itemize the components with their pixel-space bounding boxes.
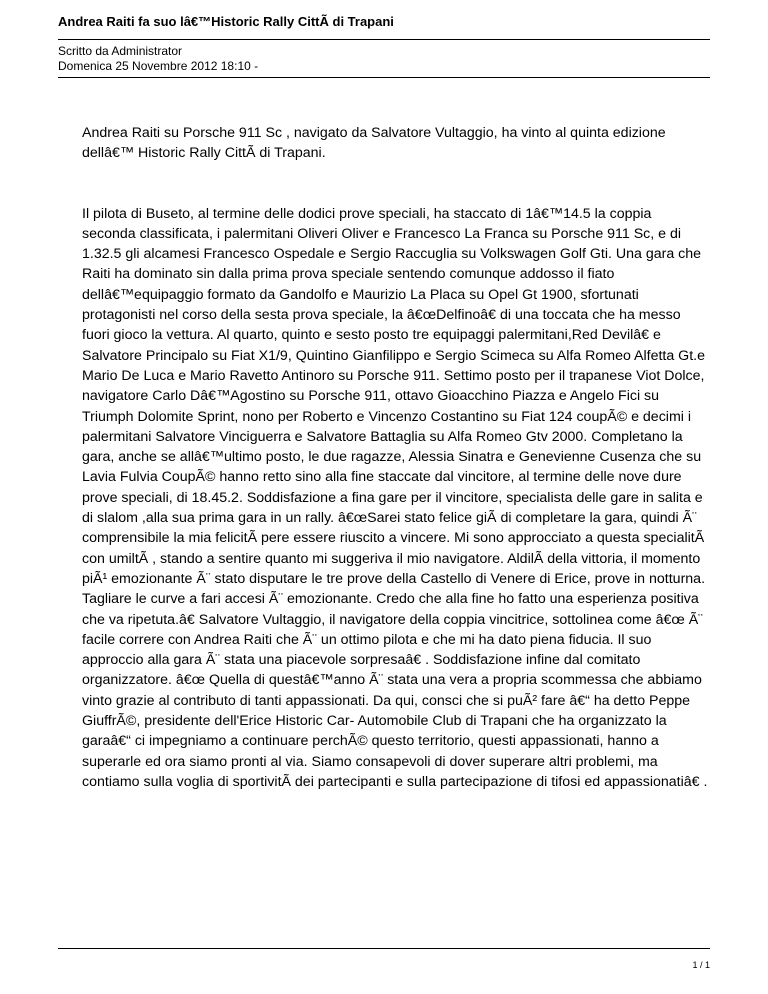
title-divider — [58, 39, 710, 40]
date-line: Domenica 25 Novembre 2012 18:10 - — [58, 59, 259, 73]
footer-divider — [58, 948, 710, 949]
article-content — [82, 123, 708, 792]
page-number: 1 / 1 — [692, 960, 710, 970]
meta-divider — [58, 77, 710, 78]
document-header — [58, 14, 710, 78]
article-lead: Andrea Raiti su Porsche 911 Sc , navigato da Salvatore Vultaggio, ha vinto al quinta edizione dellâ€™ Historic Rally CittÃ di Trapani. — [82, 125, 666, 162]
author-line: Scritto da Administrator — [58, 44, 183, 58]
page-title: Andrea Raiti fa suo lâ€™Historic Rally CittÃ di Trapani — [58, 14, 394, 29]
article-body: Il pilota di Buseto, al termine delle dodici prove speciali, ha staccato di 1â€™14.5 la coppia seconda classificata, i palermitani Oliveri Oliver e Francesco La Franca su Porsche 911 Sc, e di 1.32.5 gli alcamesi Francesco Ospedale e Sergio Raccuglia su Volkswagen Golf Gti. Una gara che Raiti ha dominato sin dalla prima prova speciale sentendo comunque addosso il fiato dellâ€™equipaggio formato da Gandolfo e Maurizio La Placa su Opel Gt 1900, sfortunati protagonisti nel corso della sesta prova speciale, la â€œDelfinoâ€ di una toccata che ha messo fuori gioco la vettura. Al quarto, quinto e sesto posto tre equipaggi palermitani,Red Devilâ€ e Salvatore Principalo su Fiat X1/9, Quintino Gianfilippo e Sergio Scimeca su Alfa Romeo Alfetta Gt.e Mario De Luca e Mario Ravetto Antinoro su Porsche 911. Settimo posto per il trapanese Viot Dolce, navigatore Carlo Dâ€™Agostino su Porsche 911, ottavo Gioacchino Piazza e Angelo Fici su Triumph Dolomite Sprint, nono per Roberto e Vincenzo Costantino su Fiat 124 coupÃ© e decimi i palermitani Salvatore Vinciguerra e Salvatore Battaglia su Alfa Romeo Gtv 2000. Completano la gara, anche se allâ€™ultimo posto, le due ragazze, Alessia Sinatra e Genevienne Cusenza che su Lavia Fulvia CoupÃ© hanno retto sino alla fine staccate dal vincitore, al termine delle nove dure prove speciali, di 18.45.2. Soddisfazione a fina gare per il vincitore, specialista delle gare in salita e di slalom ,alla sua prima gara in un rally. â€œSarei stato felice giÃ di completare la gara, quindi Ã¨ comprensibile la mia felicitÃ pere essere riuscito a vincere. Mi sono approcciato a questa specialitÃ con umiltÃ , stando a sentire quanto mi suggeriva il mio navigatore. AldilÃ della vittoria, il momento piÃ¹ emozionante Ã¨ stato disputare le tre prove della Castello di Venere di Erice, prove in notturna. Tagliare le curve a fari accesi Ã¨ emozionante. Credo che alla fine ho fatto una esperienza positiva che va ripetuta.â€ Salvatore Vultaggio, il navigatore della coppia vincitrice, sottolinea come â€œ Ã¨ facile correre con Andrea Raiti che Ã¨ un ottimo pilota e che mi ha dato piena fiducia. Il suo approccio alla gara Ã¨ stata una piacevole sorpresaâ€ . Soddisfazione infine dal comitato organizzatore. â€œ Quella di questâ€™anno Ã¨ stata una vera a propria scommessa che abbiamo vinto grazie al contributo di tanti appassionati. Da qui, consci che si puÃ² fare â€“ ha detto Peppe GiuffrÃ©, presidente dell'Erice Historic Car- Automobile Club di Trapani che ha organizzato la garaâ€“ ci impegniamo a continuare perchÃ© questo territorio, questi appassionati, hanno a superarle ed ora siamo pronti al via. Siamo consapevoli di dover superare altri problemi, ma contiamo sulla voglia di sportivitÃ dei partecipanti e sulla partecipazione di tifosi ed appassionatiâ€ . — [82, 205, 708, 790]
